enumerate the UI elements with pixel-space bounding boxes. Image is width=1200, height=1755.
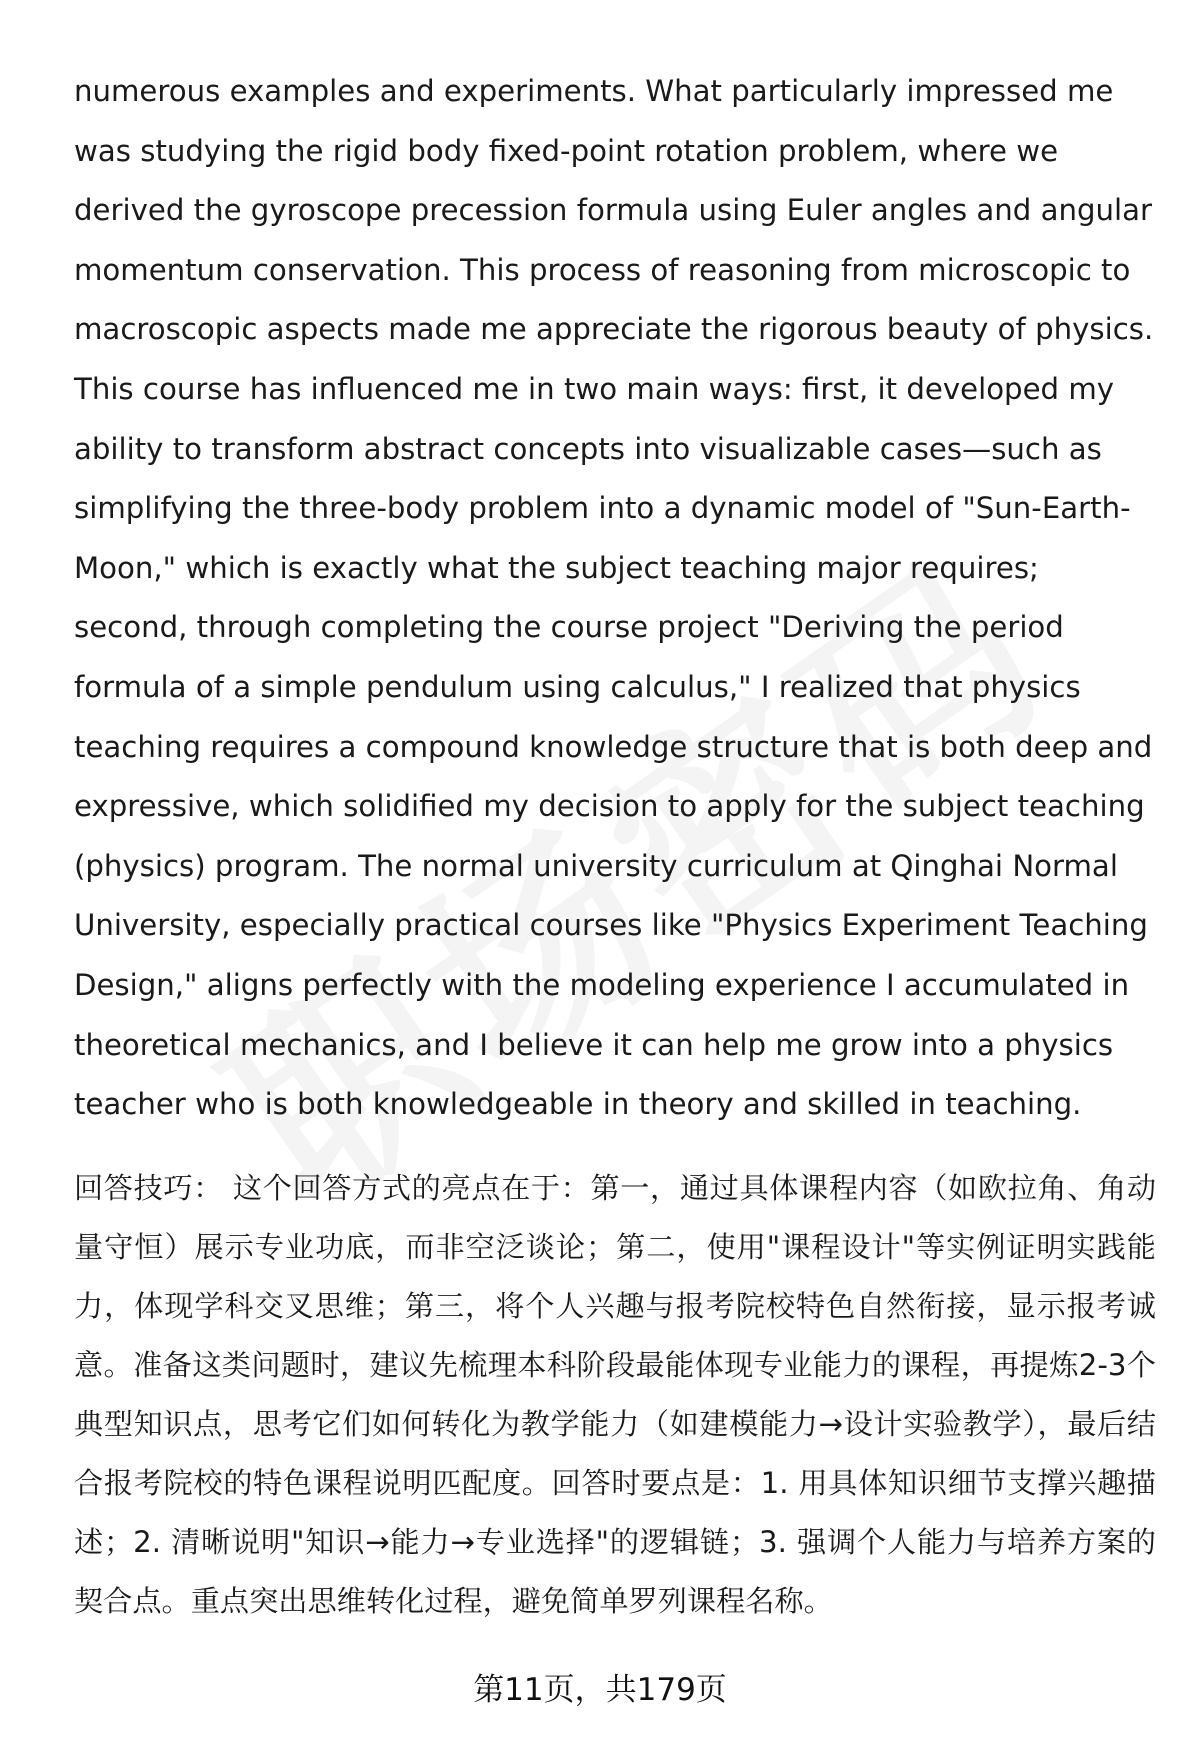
tips-label: 回答技巧： xyxy=(74,1170,223,1205)
answer-tips xyxy=(74,1159,1156,1631)
tips-text: 这个回答方式的亮点在于：第一，通过具体课程内容（如欧拉角、角动量守恒）展示专业功底，而非空泛谈论；第二，使用"课程设计"等实例证明实践能力，体现学科交叉思维；第三，将个人兴趣与报考院校特色自然衔接，显示报考诚意。准备这类问题时，建议先梳理本科阶段最能体现专业能力的课程，再提炼2-3个典型知识点，思考它们如何转化为教学能力（如建模能力→设计实验教学），最后结合报考院校的特色课程说明匹配度。回答时要点是：1. 用具体知识细节支撑兴趣描述；2. 清晰说明"知识→能力→专业选择"的逻辑链；3. 强调个人能力与培养方案的契合点。重点突出思维转化过程，避免简单罗列课程名称。 xyxy=(74,1170,1157,1618)
english-paragraph: numerous examples and experiments. What particularly impressed me was studying the rigid body fixed-point rotation problem, where we derived the gyroscope precession formula using Euler angles and angular momentum conservation. This process of reasoning from microscopic to macroscopic aspects made me appreciate the rigorous beauty of physics. This course has influenced me in two main ways: first, it developed my ability to transform abstract concepts into visualizable cases—such as simplifying the three-body problem into a dynamic model of "Sun-Earth-Moon," which is exactly what the subject teaching major requires; second, through completing the course project "Deriving the period formula of a simple pendulum using calculus," I realized that physics teaching requires a compound knowledge structure that is both deep and expressive, which solidified my decision to apply for the subject teaching (physics) program. The normal university curriculum at Qinghai Normal University, especially practical courses like "Physics Experiment Teaching Design," aligns perfectly with the modeling experience I accumulated in theoretical mechanics, and I believe it can help me grow into a physics teacher who is both knowledgeable in theory and skilled in teaching. xyxy=(74,74,1154,1122)
page-content xyxy=(74,62,1156,1631)
page-indicator: 第11页，共179页 xyxy=(473,1672,727,1708)
